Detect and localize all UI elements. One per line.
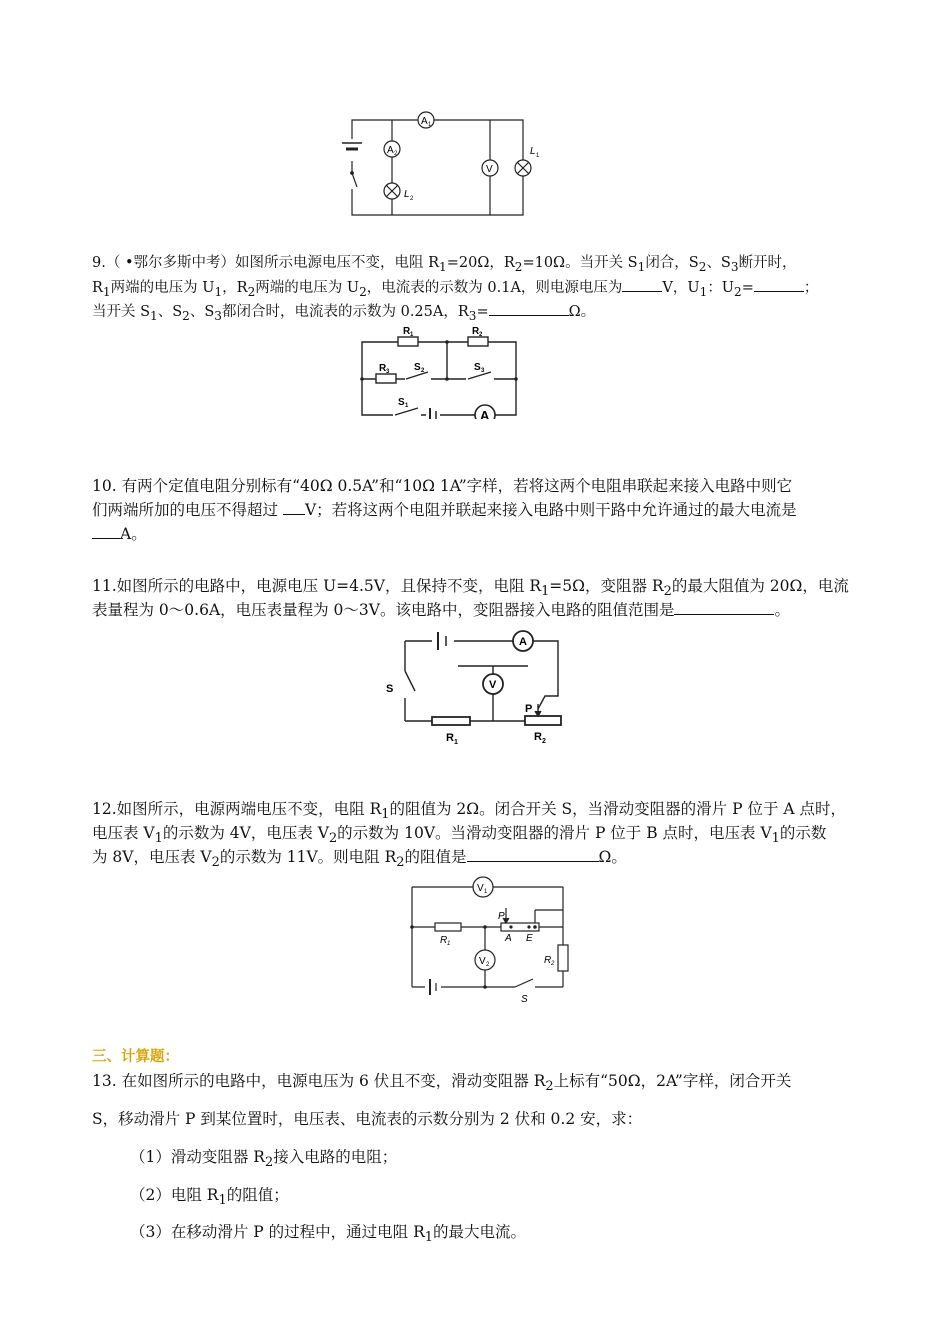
circuit-figure-12 xyxy=(405,875,575,1007)
svg-text:2: 2 xyxy=(421,368,425,374)
answer-blank[interactable] xyxy=(754,275,804,292)
svg-text:1: 1 xyxy=(454,739,458,746)
svg-text:2: 2 xyxy=(479,332,483,338)
answer-blank[interactable] xyxy=(283,498,305,515)
answer-blank[interactable] xyxy=(92,522,120,539)
svg-text:1: 1 xyxy=(410,332,414,338)
q13-part-3: （3）在移动滑片 P 的过程中，通过电阻 $R_1$的最大电流。 xyxy=(130,1223,526,1246)
ammeter-a2-label: A xyxy=(387,145,394,156)
svg-text:R: R xyxy=(534,731,542,743)
q9-line-2: $R_1$两端的电压为 $U_1$，$R_2$两端的电压为 $U_2$，电流表的示数为 0.1A，则电源电压为 V，$U_1$：$U_2=$ ； xyxy=(92,275,872,304)
q10-line-2: 们两端所加的电压不得超过 V；若将这两个电阻并联起来接入电路中则干路中允许通过的最大电流是 xyxy=(92,498,872,522)
svg-text:3: 3 xyxy=(481,368,485,374)
q11-line-1: 11.如图所示的电路中，电源电压 U=4.5V，且保持不变，电阻 $R_1=5\Omega$，变阻器 $R_2$的最大阻值为 20Ω，电流 xyxy=(92,577,849,600)
section-heading: 三、计算题： xyxy=(92,1048,179,1065)
svg-text:2: 2 xyxy=(486,962,490,968)
svg-text:R: R xyxy=(544,955,552,966)
q9-line-3: 当开关 $S_1$、$S_2$、$S_3$都闭合时，电流表的示数为 0.25A，$R_3= \Omega$。 xyxy=(92,299,872,328)
q13-part-2: （2）电阻 $R_1$的阻值； xyxy=(130,1186,289,1209)
answer-blank[interactable] xyxy=(622,275,662,292)
svg-text:R: R xyxy=(440,935,448,946)
svg-text:S: S xyxy=(414,362,421,373)
svg-text:2: 2 xyxy=(394,151,398,157)
svg-text:R: R xyxy=(379,363,387,374)
lamp-l2-label: L xyxy=(404,189,410,200)
q13-part-1: （1）滑动变阻器 $R_2$接入电路的电阻； xyxy=(130,1148,398,1171)
svg-text:A: A xyxy=(519,636,527,648)
circuit-figure-8 xyxy=(340,105,555,220)
answer-blank[interactable] xyxy=(467,845,599,862)
q12-line-3: 为 8V，电压表 $V_2$的示数为 11V。则电阻 $R_2$的阻值是 Ω。 xyxy=(92,845,872,875)
svg-text:2: 2 xyxy=(410,196,414,202)
svg-text:1: 1 xyxy=(428,122,432,128)
q11-line-2: 表量程为 0～0.6A，电压表量程为 0～3V。该电路中，变阻器接入电路的阻值范围是 。 xyxy=(92,598,872,622)
q10-line-3: A。 xyxy=(92,522,872,546)
svg-text:1: 1 xyxy=(447,941,451,947)
svg-text:R: R xyxy=(472,326,480,337)
answer-blank[interactable] xyxy=(489,299,569,316)
q13-line-1: 13. 在如图所示的电路中，电源电压为 6 伏且不变，滑动变阻器 $R_2$上标有“50Ω，2A”字样，闭合开关 xyxy=(92,1072,792,1095)
q13-line-2: S，移动滑片 P 到某位置时，电压表、电流表的示数分别为 2 伏和 0.2 安，求： xyxy=(92,1110,643,1128)
svg-text:2: 2 xyxy=(551,961,555,967)
circuit-figure-9 xyxy=(358,324,523,419)
svg-text:2: 2 xyxy=(542,738,546,745)
svg-text:E: E xyxy=(526,933,533,944)
svg-text:S: S xyxy=(521,994,528,1005)
svg-text:S: S xyxy=(474,362,481,373)
svg-text:V: V xyxy=(489,679,497,691)
ammeter-label: A xyxy=(480,408,490,419)
svg-text:1: 1 xyxy=(536,153,540,159)
svg-text:A: A xyxy=(505,933,512,944)
q10-line-1: 10. 有两个定值电阻分别标有“40Ω 0.5A”和“10Ω 1A”字样，若将这两个电阻串联起来接入电路中则它 xyxy=(92,477,793,495)
svg-text:R: R xyxy=(446,732,454,744)
q9-line-1: 9.（ •鄂尔多斯中考）如图所示电源电压不变，电阻 $R_1=20\Omega$，$R_2=10\Omega$。当开关 $S_1$闭合，$S_2$、$S_3$断开时， xyxy=(92,255,797,274)
voltmeter-label: V xyxy=(486,164,493,175)
q12-line-1: 12.如图所示，电源两端电压不变，电阻 $R_1$的阻值为 2Ω。闭合开关 S，当滑动变阻器的滑片 P 位于 A 点时， xyxy=(92,800,846,823)
circuit-figure-11 xyxy=(380,626,570,751)
svg-text:P: P xyxy=(498,911,505,922)
lamp-l1-label: L xyxy=(530,146,536,157)
svg-text:S: S xyxy=(386,683,394,695)
ammeter-a1-label: A xyxy=(421,116,428,127)
svg-text:P: P xyxy=(525,703,533,715)
svg-text:V: V xyxy=(479,956,486,967)
svg-text:3: 3 xyxy=(386,369,390,375)
svg-text:1: 1 xyxy=(405,403,409,409)
answer-blank[interactable] xyxy=(674,598,774,615)
svg-text:V: V xyxy=(477,883,484,894)
svg-text:S: S xyxy=(398,397,405,408)
svg-text:1: 1 xyxy=(484,889,488,895)
svg-text:R: R xyxy=(403,326,411,337)
q12-line-2: 电压表 $V_1$的示数为 4V，电压表 $V_2$的示数为 10V。当滑动变阻器的滑片 P 位于 B 点时，电压表 $V_1$的示数 xyxy=(92,824,827,847)
